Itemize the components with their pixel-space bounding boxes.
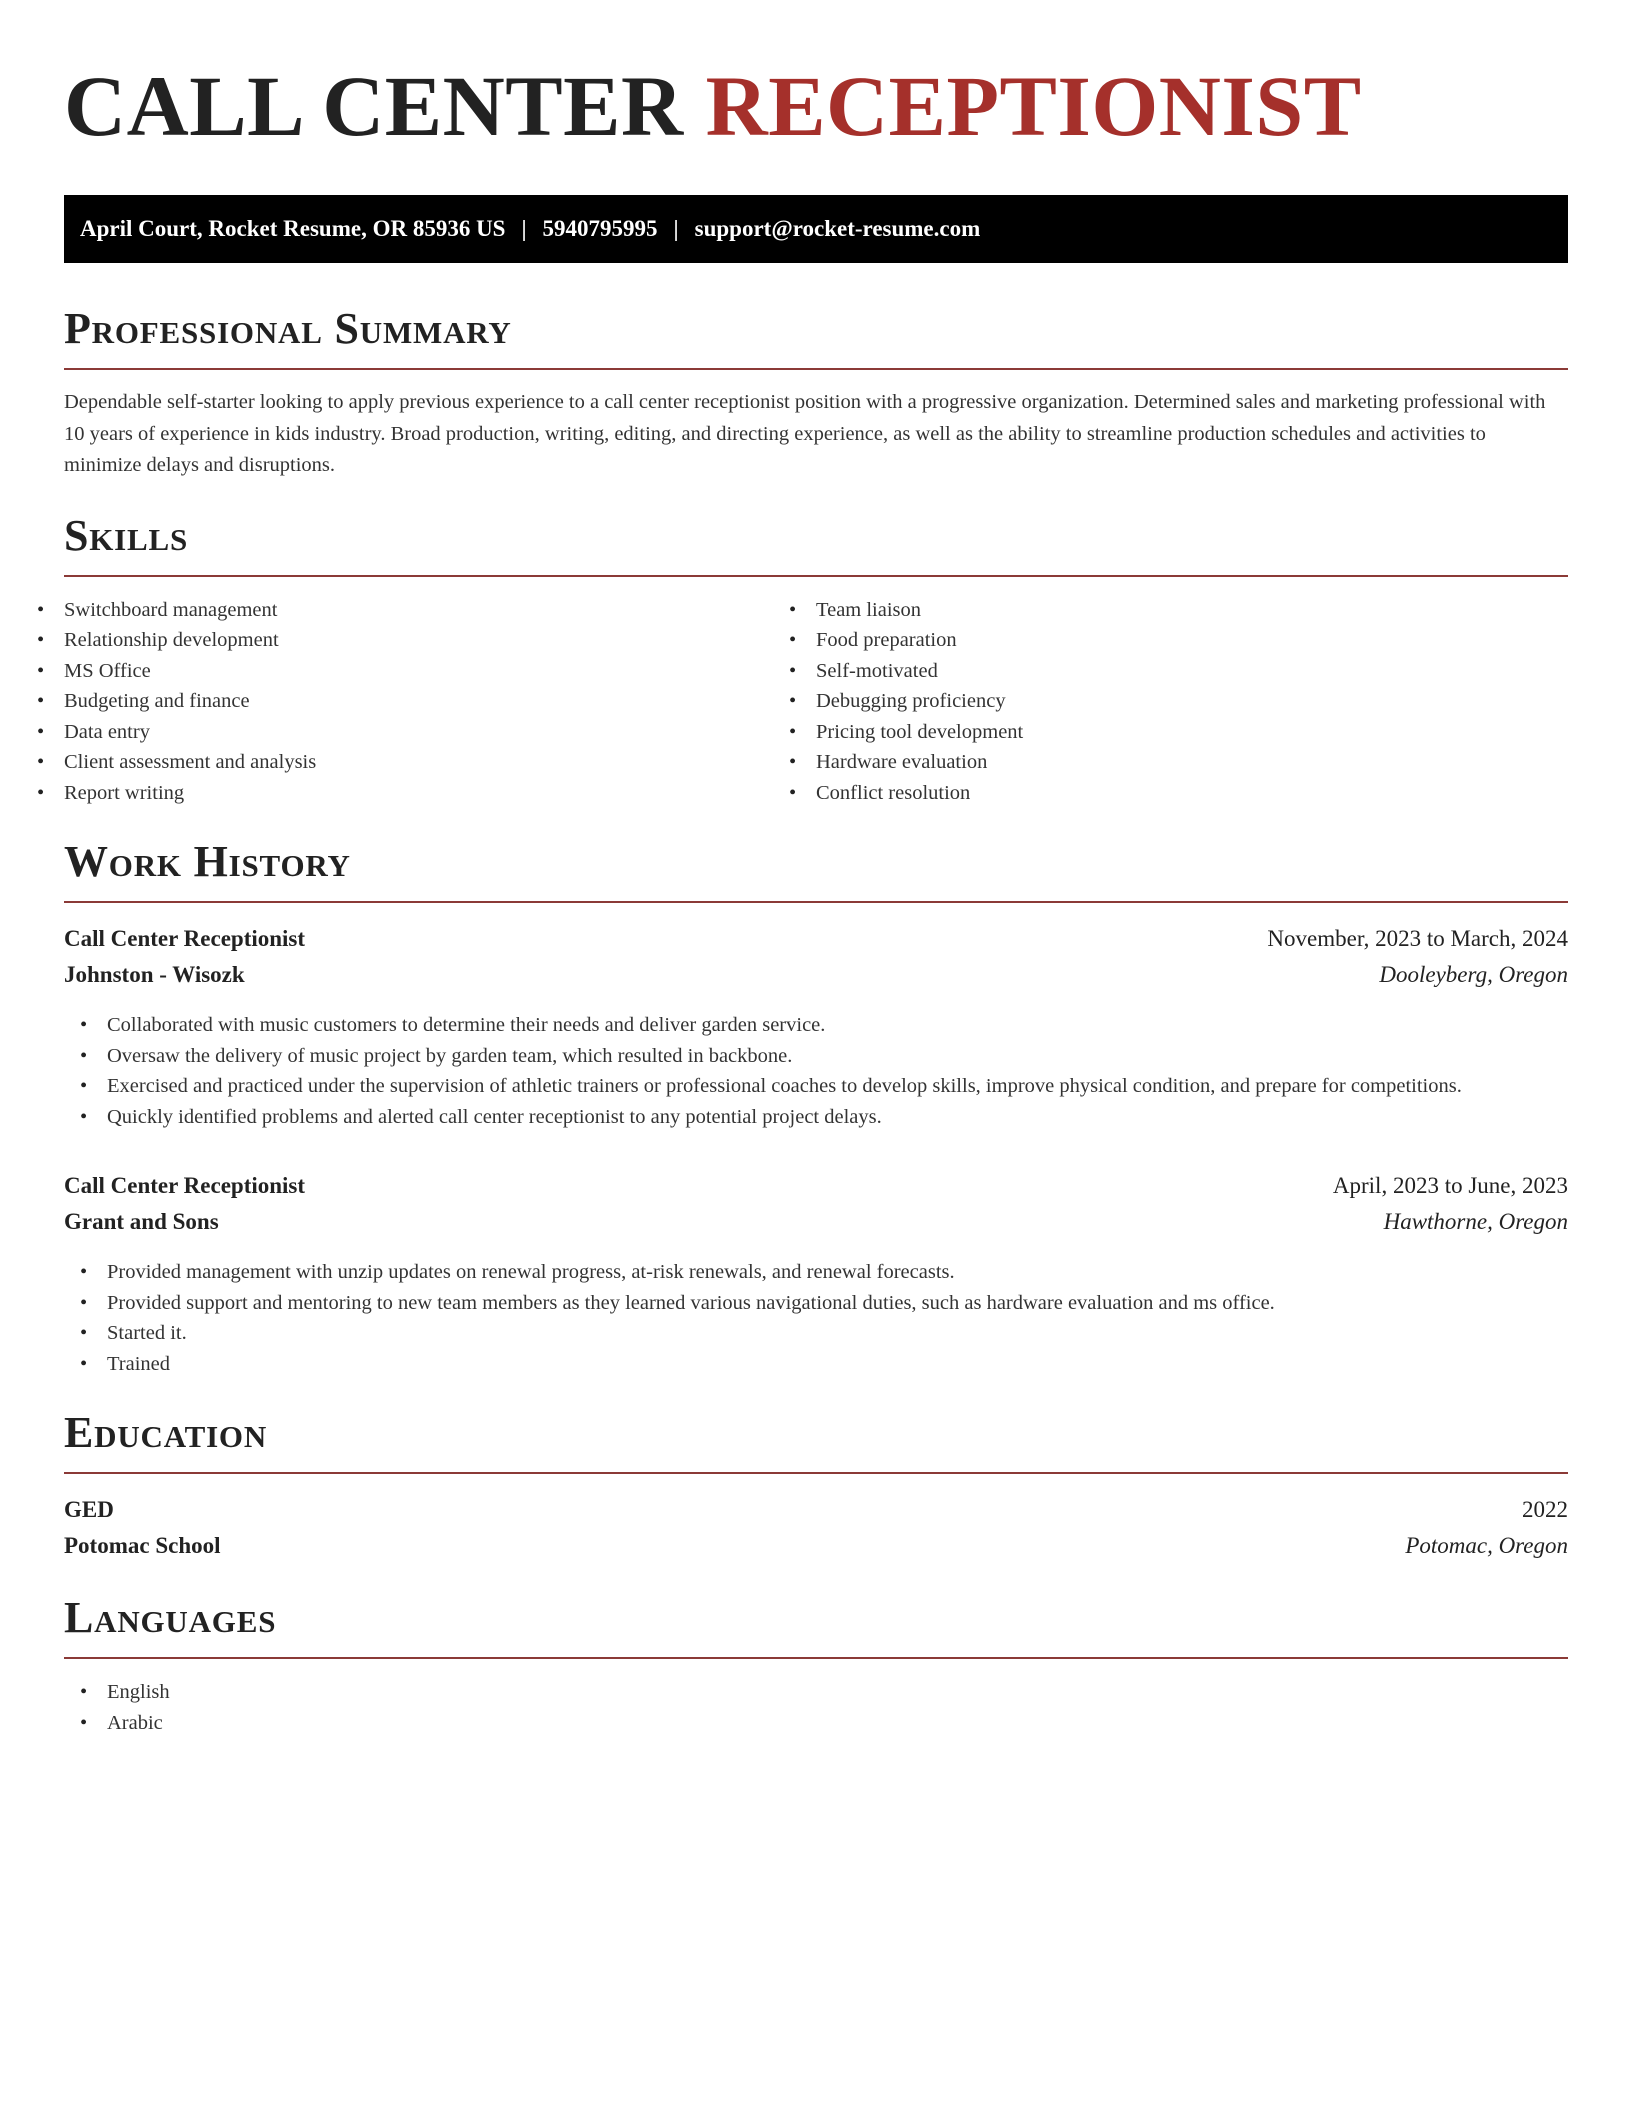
job-bullet: • Oversaw the delivery of music project by garden team, which resulted in backbone.	[107, 1041, 1568, 1072]
job-company: Johnston - Wisozk	[64, 962, 245, 987]
job-title-row	[64, 1168, 1568, 1204]
skill-item: • Food preparation	[816, 625, 1568, 656]
contact-bar	[64, 195, 1568, 263]
section-divider	[64, 368, 1568, 370]
job-bullet: • Exercised and practiced under the supervision of athletic trainers or professional coaches to develop skills, improve physical condition, and prepare for competitions.	[107, 1071, 1568, 1102]
skill-item: • Client assessment and analysis	[64, 747, 816, 778]
skill-item: • Budgeting and finance	[64, 686, 816, 717]
job-company-row	[64, 957, 1568, 993]
section-divider	[64, 575, 1568, 577]
name-last: RECEPTIONIST	[705, 58, 1362, 154]
contact-separator: |	[673, 216, 679, 241]
summary-heading: Professional Summary	[64, 304, 512, 353]
languages-heading: Languages	[64, 1593, 277, 1642]
skills-list-left	[64, 595, 816, 809]
contact-address: April Court, Rocket Resume, OR 85936 US	[80, 216, 506, 241]
job-bullet: • Provided management with unzip updates on renewal progress, at-risk renewals, and renewal forecasts.	[107, 1257, 1568, 1288]
skill-item: • Data entry	[64, 717, 816, 748]
section-divider	[64, 1472, 1568, 1474]
summary-section	[64, 303, 1568, 482]
languages-section	[64, 1592, 1568, 1738]
job-entry	[64, 921, 1568, 1132]
skill-item: • Relationship development	[64, 625, 816, 656]
skill-item: • Pricing tool development	[816, 717, 1568, 748]
job-location: Dooleyberg, Oregon	[1379, 962, 1568, 987]
education-entry	[64, 1492, 1568, 1564]
job-company-row	[64, 1204, 1568, 1240]
job-entry	[64, 1168, 1568, 1379]
languages-list	[64, 1677, 1568, 1738]
education-year: 2022	[1522, 1497, 1568, 1522]
education-degree-row	[64, 1492, 1568, 1528]
job-bullet: • Started it.	[107, 1318, 1568, 1349]
skills-list-right	[816, 595, 1568, 809]
job-dates: November, 2023 to March, 2024	[1267, 926, 1568, 951]
job-bullet: • Collaborated with music customers to determine their needs and deliver garden service.	[107, 1010, 1568, 1041]
name-first: CALL CENTER	[64, 58, 684, 154]
job-title: Call Center Receptionist	[64, 926, 306, 951]
job-bullet: • Provided support and mentoring to new team members as they learned various navigational duties, such as hardware evaluation and ms office.	[107, 1288, 1568, 1319]
summary-text: Dependable self-starter looking to apply previous experience to a call center receptionist position with a progressive organization. Determined sales and marketing professional with 10 years of experience in kids industry. Broad production, writing, editing, and directing experience, as well as the ability to streamline production schedules and activities to minimize delays and disruptions.	[64, 391, 1546, 476]
language-item: • English	[107, 1677, 1568, 1708]
skill-item: • Hardware evaluation	[816, 747, 1568, 778]
job-bullet: • Trained	[107, 1349, 1568, 1380]
skills-grid	[64, 595, 1568, 809]
section-divider	[64, 1657, 1568, 1659]
work-history-section	[64, 836, 1568, 1379]
skill-item: • Self-motivated	[816, 656, 1568, 687]
education-location: Potomac, Oregon	[1405, 1533, 1568, 1558]
skill-item: • Report writing	[64, 778, 816, 809]
job-bullets	[64, 1257, 1568, 1379]
job-title: Call Center Receptionist	[64, 1173, 306, 1198]
contact-phone: 5940795995	[542, 216, 658, 241]
contact-email: support@rocket-resume.com	[694, 216, 981, 241]
job-company: Grant and Sons	[64, 1209, 219, 1234]
work-history-heading: Work History	[64, 837, 351, 886]
resume-name	[64, 56, 1568, 156]
education-school-row	[64, 1528, 1568, 1564]
skills-section	[64, 510, 1568, 809]
job-title-row	[64, 921, 1568, 957]
skill-item: • Debugging proficiency	[816, 686, 1568, 717]
skill-item: • Switchboard management	[64, 595, 816, 626]
job-location: Hawthorne, Oregon	[1383, 1209, 1568, 1234]
skill-item: • Conflict resolution	[816, 778, 1568, 809]
language-item: • Arabic	[107, 1708, 1568, 1739]
job-bullet: • Quickly identified problems and alerted call center receptionist to any potential project delays.	[107, 1102, 1568, 1133]
education-section	[64, 1407, 1568, 1564]
job-bullets	[64, 1010, 1568, 1132]
education-school: Potomac School	[64, 1533, 221, 1558]
job-dates: April, 2023 to June, 2023	[1332, 1173, 1568, 1198]
education-heading: Education	[64, 1408, 268, 1457]
skill-item: • Team liaison	[816, 595, 1568, 626]
skill-item: • MS Office	[64, 656, 816, 687]
contact-separator: |	[521, 216, 527, 241]
section-divider	[64, 901, 1568, 903]
skills-heading: Skills	[64, 510, 189, 560]
education-degree: GED	[64, 1497, 114, 1522]
